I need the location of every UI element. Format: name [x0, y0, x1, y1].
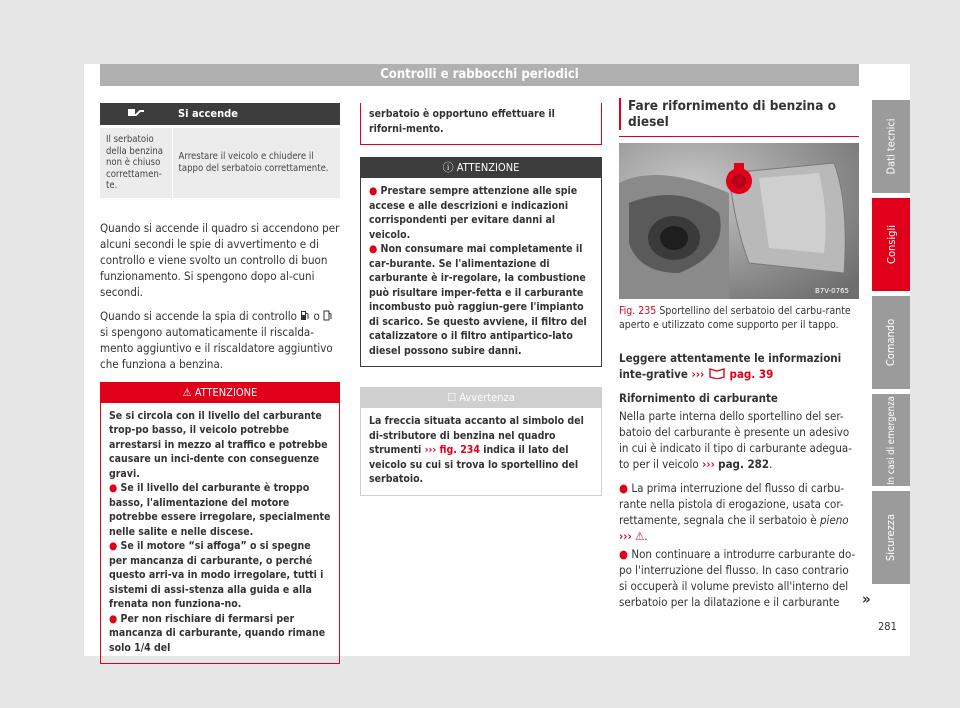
paragraph: Quando si accende la spia di controllo o si spengono automaticamente il riscalda-mento aggiuntivo e il riscaldatore aggiuntivo che funziona a benzina. [100, 308, 333, 371]
warning-bullet: ● Se il livello del carburante è troppo basso, l'alimentazione del motore potrebbe essere irregolare, specialmente nelle salite e nelle discese. [109, 482, 331, 538]
attention-box-header: ⓘ ATTENZIONE [361, 158, 601, 178]
section-divider [619, 136, 859, 137]
warning-text: serbatoio è opportuno effettuare il riforni-mento. [369, 108, 555, 135]
attention-box [360, 157, 602, 367]
warning-light-table [100, 103, 340, 198]
page-number: 281 [878, 620, 897, 633]
note-icon: ☐ [447, 391, 457, 404]
warning-triangle-icon: ⚠ [635, 529, 645, 543]
table-header-icon [100, 103, 172, 125]
fuel-flap-illustration [619, 143, 859, 299]
warning-bullet: ● Se il motore “si affoga” o si spegne per mancanza di carburante, o perché questo arri-va in modo irregolare, tutti i sistemi di assi-stenza alla guida e alla frenata non funziona-no. [109, 540, 324, 610]
table-cell-condition: Il serbatoio della benzina non è chiuso correttamen-te. [100, 128, 172, 198]
tab-dati-tecnici[interactable]: Dati tecnici [872, 100, 910, 193]
book-reference-icon [708, 367, 726, 379]
warning-triangle-icon: ⚠ [182, 385, 192, 399]
paragraph: Nella parte interna dello sportellino del ser-batoio del carburante è presente un adesivo in cui è indicato il tipo di carburante adegua-to per il veicolo ››› pag. 282. [619, 409, 852, 471]
section-title: Fare rifornimento di benzina o diesel [619, 98, 859, 130]
page-link[interactable]: pag. 282 [718, 457, 770, 471]
fuel-pump-outline-icon [323, 310, 333, 321]
attention-bullet: ● Prestare sempre attenzione alle spie accese e alle descrizioni e indicazioni corrispondenti per evitare danni al veicolo. [369, 185, 578, 241]
attention-circle-icon: ⓘ [442, 161, 454, 174]
continue-arrow: » [862, 590, 871, 608]
paragraph: Quando si accende il quadro si accendono per alcuni secondi le spie di avvertimento e di controllo e viene svolto un controllo di buon funzionamento. Si spengono dopo al-cuni secondi. [100, 220, 340, 299]
column-right [619, 98, 859, 618]
subheading: Rifornimento di carburante [619, 391, 778, 405]
tab-consigli[interactable]: Consigli [872, 198, 910, 291]
warning-bullet: ● Per non rischiare di fermarsi per mancanza di carburante, quando rimane solo 1/4 del [109, 612, 326, 654]
note-box [360, 387, 602, 496]
image-code: B7V-0765 [815, 287, 849, 295]
figure-link[interactable]: fig. 234 [439, 444, 480, 456]
warning-box-header: ⚠ ATTENZIONE [101, 383, 339, 403]
fuel-pump-icon [300, 310, 310, 321]
tab-comando[interactable]: Comando [872, 296, 910, 389]
table-header-label: Si accende [172, 103, 340, 125]
read-info-line: Leggere attentamente le informazioni inte-grative ››› pag. 39 [619, 351, 842, 381]
note-text: La freccia situata accanto al simbolo del di-stributore di benzina nel quadro strumenti ››› fig. 234 indica il lato del veicolo su cui si trova lo sportellino del serbatoio. [369, 415, 584, 485]
page-header: Controlli e rabbocchi periodici [100, 64, 859, 86]
note-box-header: ☐ Avvertenza [361, 388, 601, 408]
bullet-item: ● La prima interruzione del flusso di carbu-rante nella pistola di erogazione, usata cor-rettamente, segnala che il serbatoio è pieno ››› ⚠. [619, 481, 849, 543]
page-link[interactable]: pag. 39 [729, 367, 774, 381]
column-left [100, 103, 340, 664]
bullet-item: ● Non continuare a introdurre carburante do-po l'interruzione del flusso. In caso contrario si occuperà il volume previsto all'interno del serbatoio per la dilatazione e il carburante [619, 547, 856, 609]
warning-box [100, 382, 340, 665]
warning-text: Se si circola con il livello del carburante trop-po basso, il veicolo potrebbe arrestarsi in mezzo al traffico e potrebbe causare un inci-dente con conseguenze gravi. [109, 409, 328, 480]
column-middle [360, 103, 602, 496]
fuel-flap-photo [619, 143, 859, 299]
tab-emergenza[interactable]: In casi di emergenza [872, 394, 910, 486]
tab-sicurezza[interactable]: Sicurezza [872, 491, 910, 584]
fuel-cap-warning-icon [126, 106, 146, 118]
warning-box-continued [360, 103, 602, 145]
figure-caption: Fig. 235 Sportellino del serbatoio del carbu-rante aperto e utilizzato come supporto per il tappo. [619, 305, 851, 331]
table-cell-action: Arrestare il veicolo e chiudere il tappo del serbatoio correttamente. [172, 128, 340, 198]
attention-bullet: ● Non consumare mai completamente il car-burante. Se l'alimentazione di carburante è ir-regolare, la combustione può risultare imper-fetta e il carburante incombusto può raggiun-gere l'impianto di scarico. Se questo avviene, il filtro del catalizzatore o il filtro antipartico-lato diesel possono subire danni. [369, 243, 587, 357]
